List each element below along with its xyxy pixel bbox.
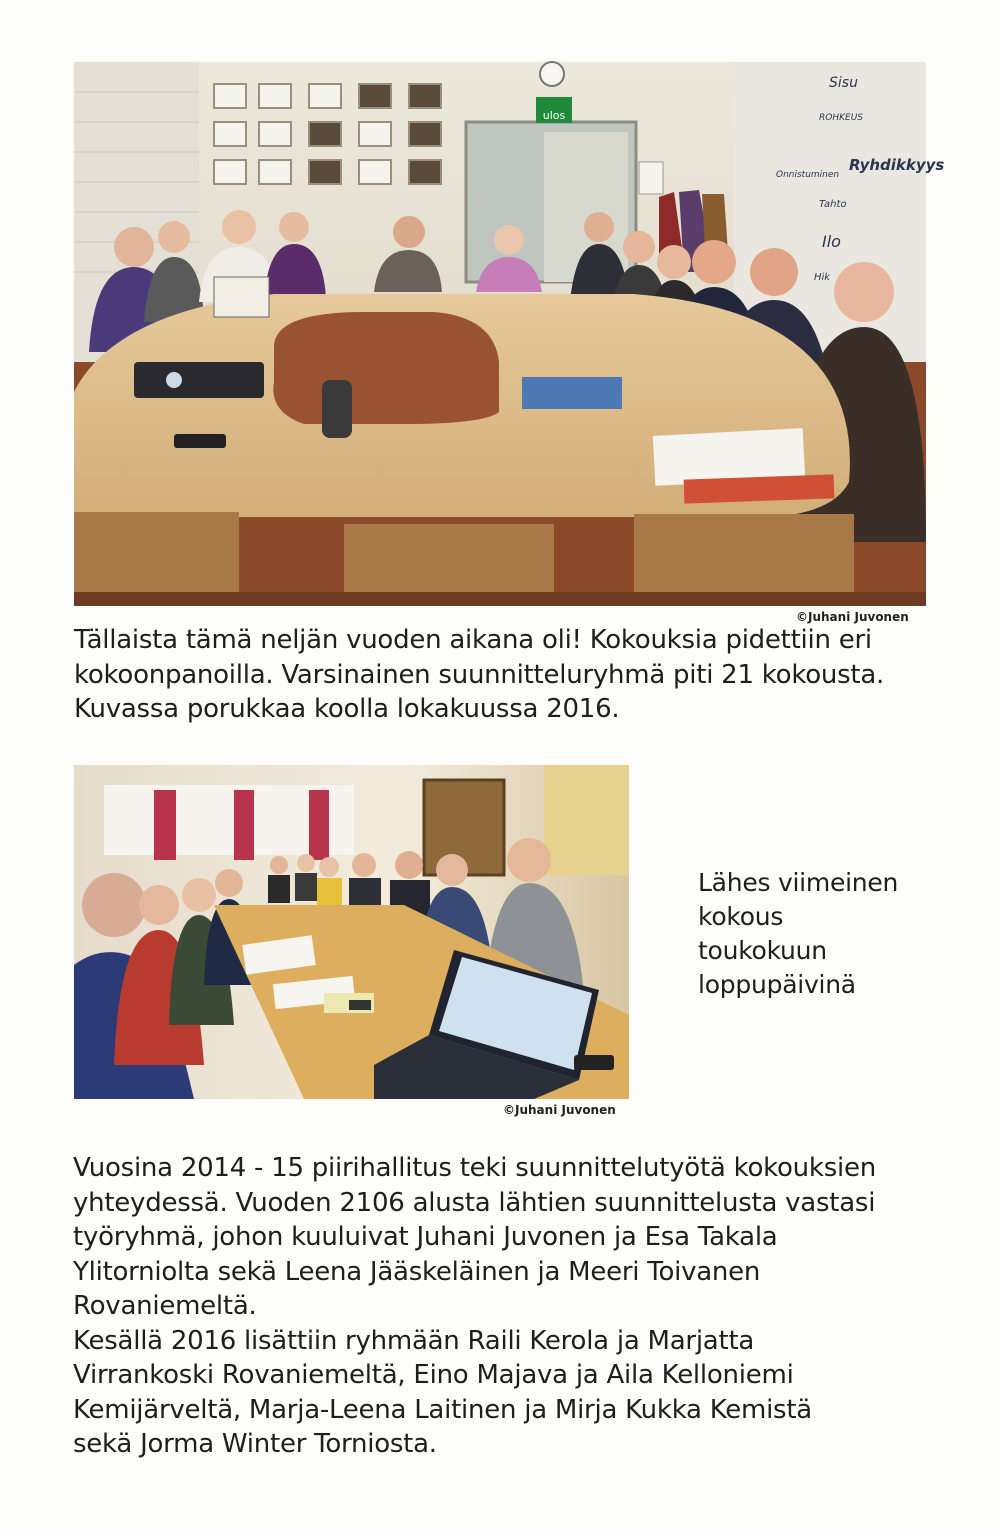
- exit-sign-text: ulos: [542, 109, 566, 122]
- wall-word-onnistuminen: Onnistuminen: [776, 170, 840, 180]
- photo-2-caption-line: kokous: [698, 902, 784, 931]
- photo-1-credit: ©Juhani Juvonen: [796, 610, 909, 624]
- photo-1-caption-line: Tällaista tämä neljän vuoden aikana oli! Kokouksia pidettiin eri: [74, 625, 872, 655]
- wall-word-ryhdikkyys: Ryhdikkyys: [849, 156, 945, 174]
- body-line: työryhmä, johon kuuluivat Juhani Juvonen ja Esa Takala: [73, 1222, 778, 1252]
- body-line: yhteydessä. Vuoden 2106 alusta lähtien suunnittelusta vastasi: [73, 1187, 876, 1218]
- body-line: Rovaniemeltä.: [73, 1291, 257, 1321]
- photo-2-credit: ©Juhani Juvonen: [503, 1103, 616, 1117]
- meeting-photo-2: [74, 765, 629, 1099]
- meeting-photo-1-image: [74, 62, 945, 606]
- body-line: Vuosina 2014 - 15 piirihallitus teki suunnittelutyötä kokouksien: [73, 1153, 876, 1183]
- body-line: Virrankoski Rovaniemeltä, Eino Majava ja Aila Kelloniemi: [73, 1360, 794, 1390]
- wall-word-sisu: Sisu: [829, 75, 858, 91]
- photo-2-caption-line: Lähes viimeinen: [698, 868, 899, 897]
- photo-2-caption-line: toukokuun: [698, 936, 827, 965]
- meeting-photo-2-image: [74, 765, 629, 1099]
- wall-word-rohkeus: ROHKEUS: [819, 113, 863, 123]
- photo-2-caption: [698, 866, 898, 1002]
- body-paragraph: [73, 1151, 943, 1462]
- photo-2-caption-line: loppupäivinä: [698, 970, 856, 999]
- wall-word-hik: Hik: [814, 272, 831, 283]
- body-line: Kemijärveltä, Marja-Leena Laitinen ja Mirja Kukka Kemistä: [73, 1394, 812, 1425]
- photo-1-caption-line: Kuvassa porukkaa koolla lokakuussa 2016.: [74, 694, 620, 724]
- body-line: Ylitorniolta sekä Leena Jääskeläinen ja Meeri Toivanen: [73, 1256, 761, 1287]
- body-line: sekä Jorma Winter Torniosta.: [73, 1429, 437, 1459]
- wall-word-tahto: Tahto: [819, 199, 847, 210]
- meeting-photo-1: [74, 62, 945, 606]
- photo-1-caption-line: kokoonpanoilla. Varsinainen suunnitteluryhmä piti 21 kokousta.: [74, 659, 885, 690]
- photo-1-caption: [74, 623, 934, 727]
- body-line: Kesällä 2016 lisättiin ryhmään Raili Kerola ja Marjatta: [73, 1325, 755, 1356]
- wall-word-ilo: Ilo: [822, 232, 841, 251]
